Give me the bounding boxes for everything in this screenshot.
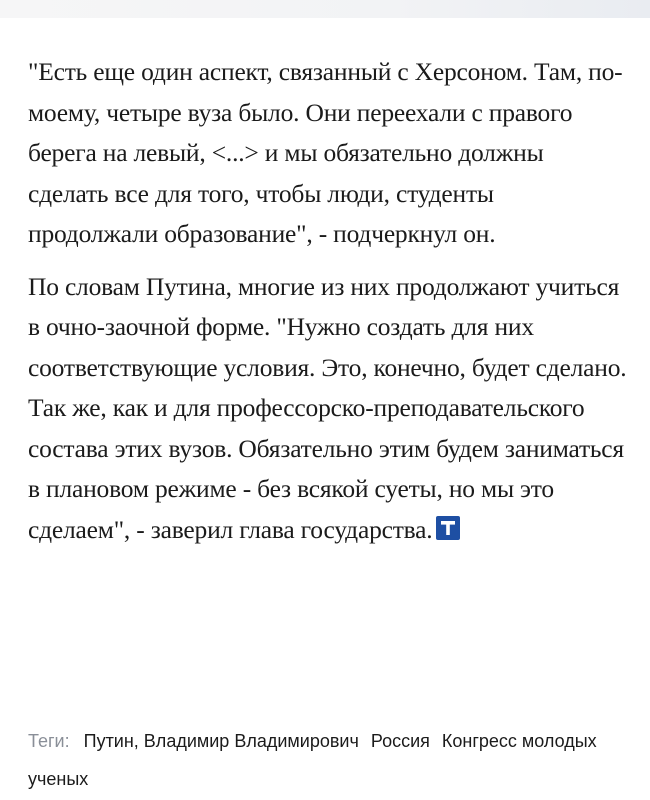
paragraph-text: "Есть еще один аспект, связанный с Херсоном. Там, по-моему, четыре вуза было. Они переехали с правого берега на левый, <...> и мы обязательно должны сделать все для того, чтобы люди, студенты продолжали образование", - подчеркнул он. bbox=[28, 57, 623, 248]
tag-link-russia[interactable]: Россия bbox=[370, 731, 430, 751]
tag-link-young-scientists-congress[interactable]: Конгресс молодых ученых bbox=[28, 731, 597, 789]
tags-label: Теги: bbox=[28, 731, 70, 751]
tag-link-putin[interactable]: Путин, Владимир Владимирович bbox=[83, 731, 359, 751]
tags-block bbox=[28, 722, 628, 798]
top-strip bbox=[0, 0, 650, 18]
article-body bbox=[28, 52, 628, 550]
tass-t-logo-icon bbox=[436, 516, 460, 540]
article-paragraph bbox=[28, 52, 628, 255]
article-paragraph bbox=[28, 267, 628, 551]
paragraph-text: По словам Путина, многие из них продолжают учиться в очно-заочной форме. "Нужно создать для них соответствующие условия. Это, конечно, будет сделано. Так же, как и для профессорско-преподавательского состава этих вузов. Обязательно этим будем заниматься в плановом режиме - без всякой суеты, но мы это сделаем", - заверил глава государства. bbox=[28, 271, 627, 544]
